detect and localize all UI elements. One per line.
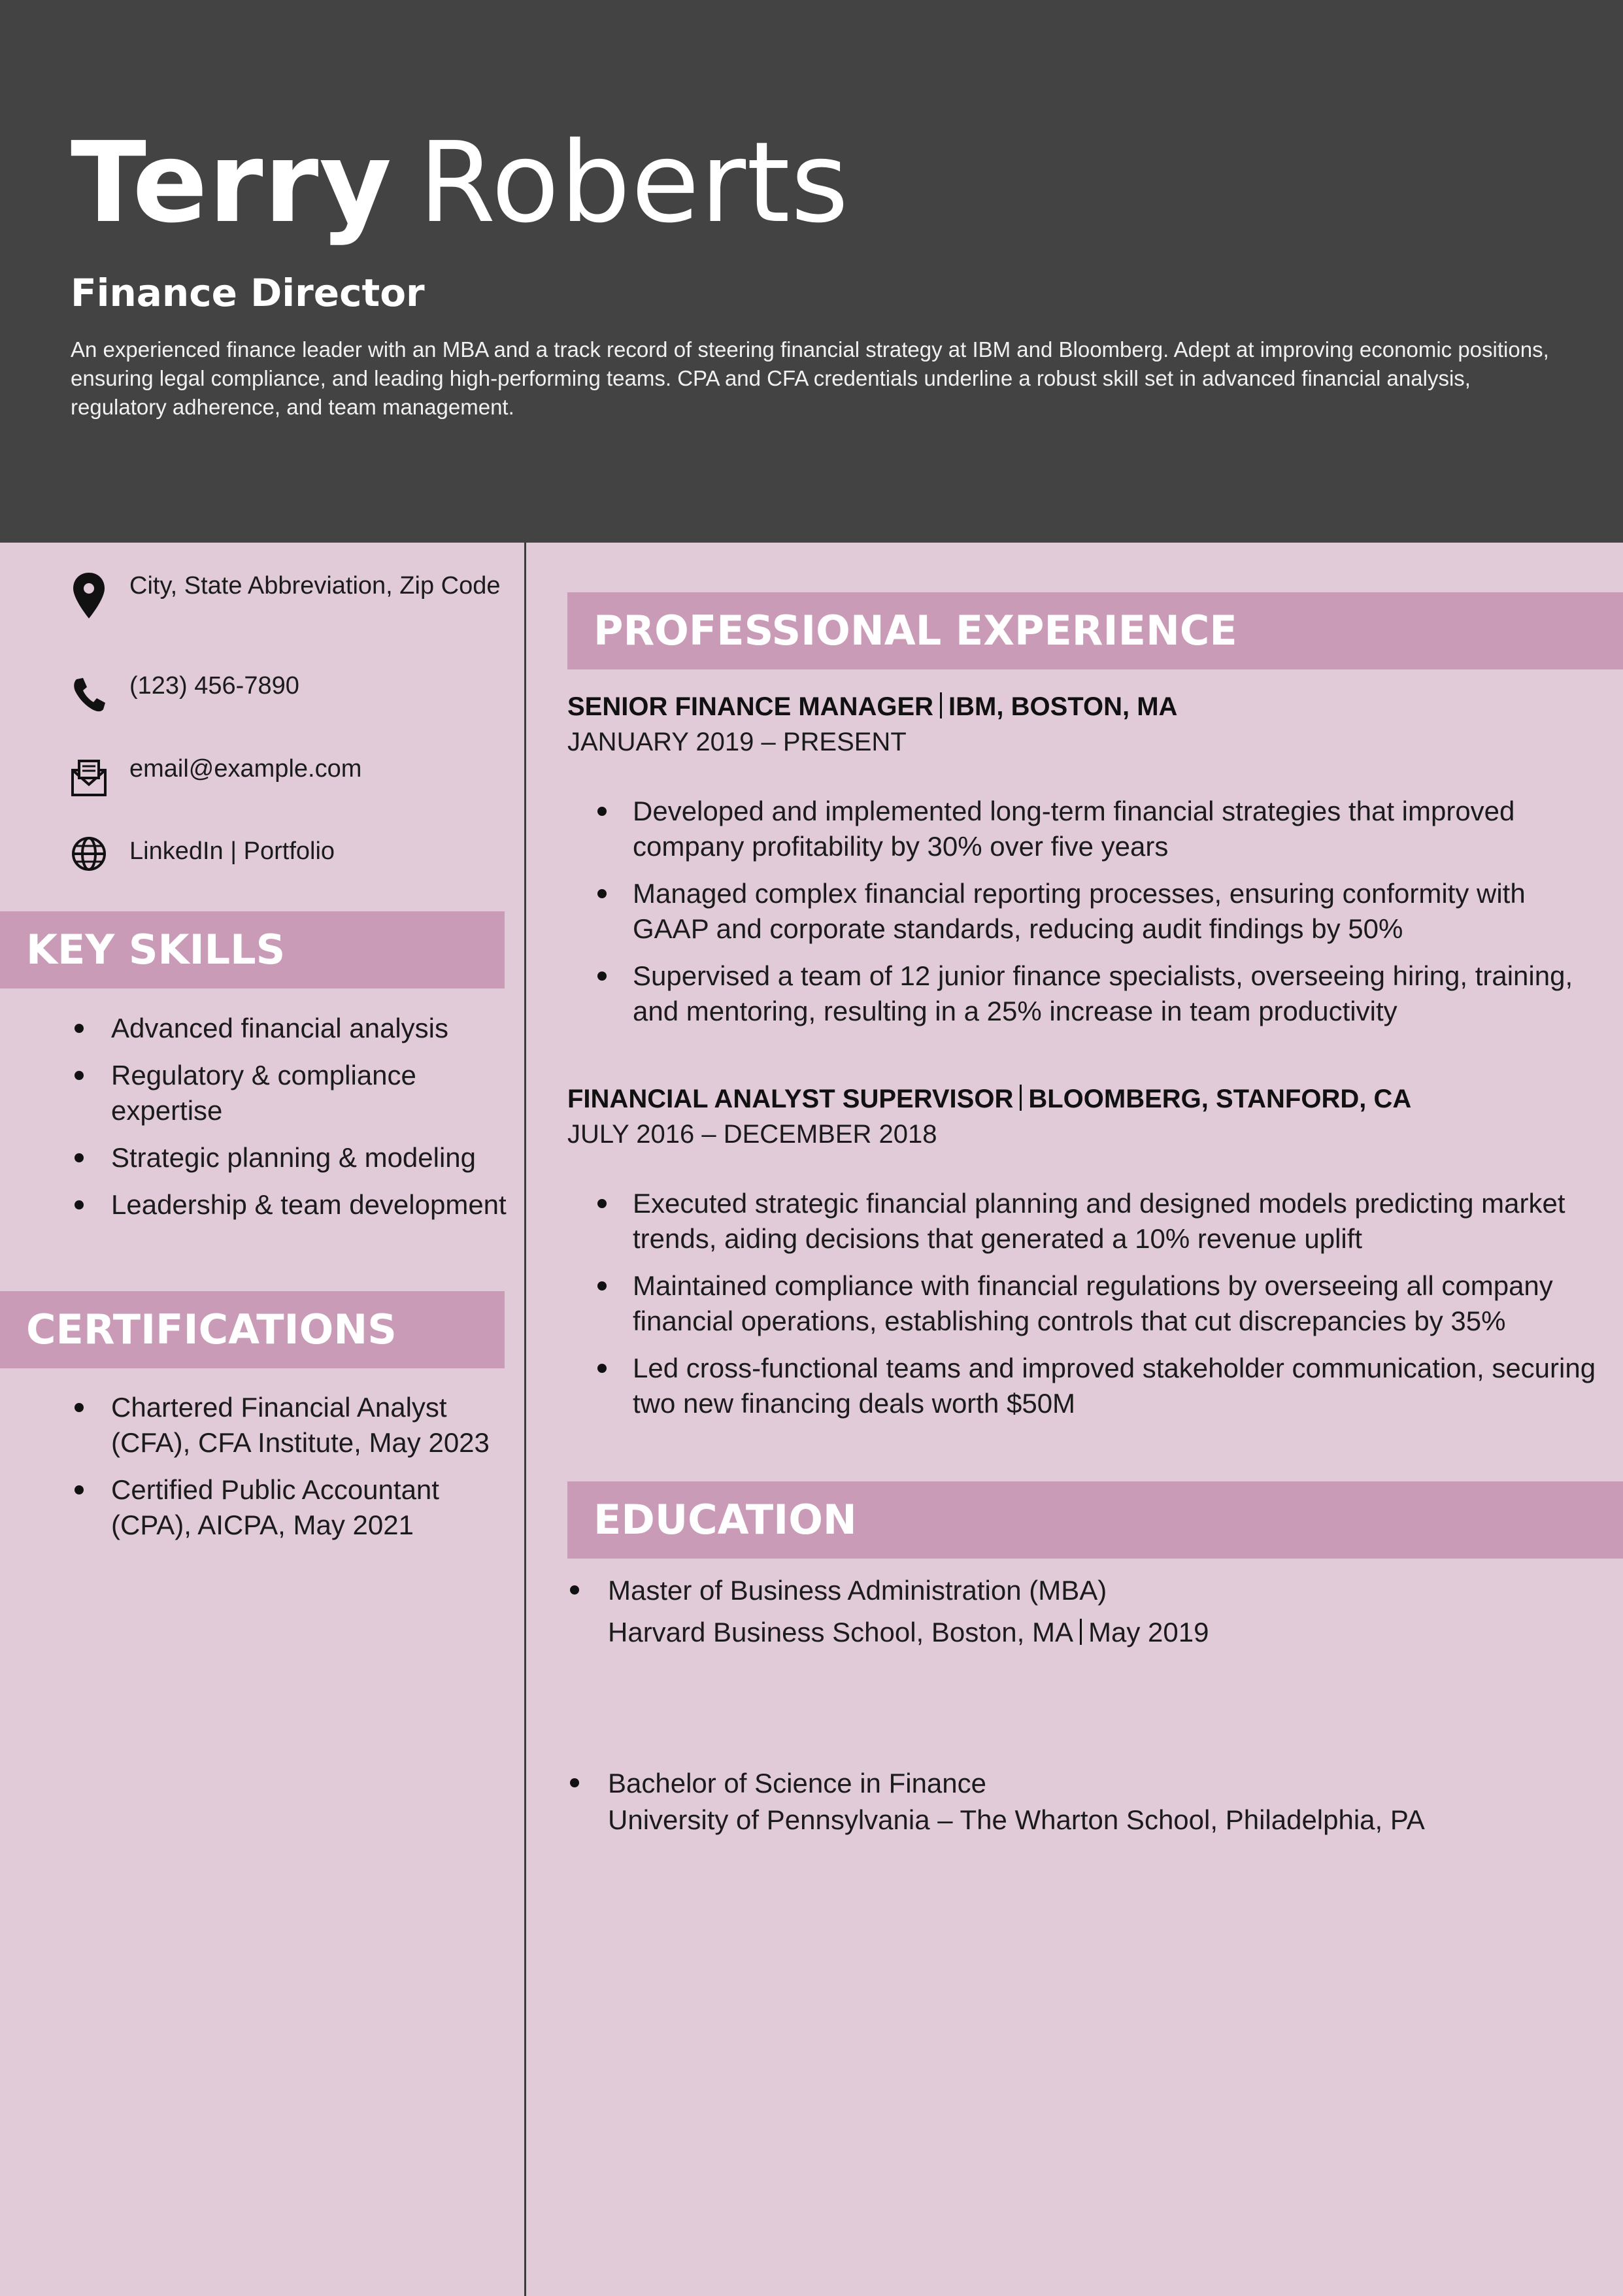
degree: Bachelor of Science in Finance (608, 1768, 986, 1798)
job-entry (567, 689, 1600, 1041)
separator (1080, 1619, 1082, 1645)
key-skills-list (71, 1011, 509, 1234)
first-name: Terry (71, 118, 393, 248)
candidate-name (71, 118, 849, 248)
certifications-list (71, 1390, 509, 1555)
education-item (567, 1765, 1600, 1838)
contact-location (69, 570, 513, 633)
job-bullets (567, 1186, 1600, 1421)
phone-text[interactable]: (123) 456-7890 (129, 672, 299, 700)
job-dates: JULY 2016 – DECEMBER 2018 (567, 1120, 937, 1149)
job-role: SENIOR FINANCE MANAGER (567, 692, 934, 721)
contact-email (69, 753, 513, 816)
list-item: Advanced financial analysis (71, 1011, 509, 1046)
list-item: Leadership & team development (71, 1187, 509, 1223)
list-item: Developed and implemented long-term financial strategies that improved company profitability by 30% over five years (633, 794, 1600, 864)
location-pin-icon (69, 570, 109, 622)
contact-phone (69, 670, 513, 733)
school-line (608, 1614, 1600, 1651)
separator (940, 692, 942, 718)
email-text[interactable]: email@example.com (129, 755, 362, 783)
phone-icon (69, 670, 109, 722)
graduation-date: May 2019 (1088, 1617, 1209, 1647)
job-role: FINANCIAL ANALYST SUPERVISOR (567, 1085, 1014, 1113)
column-divider (524, 543, 526, 2296)
job-dates: JANUARY 2019 – PRESENT (567, 728, 907, 756)
job-company: IBM, BOSTON, MA (948, 692, 1178, 721)
globe-icon (69, 836, 109, 888)
list-item: Regulatory & compliance expertise (71, 1058, 509, 1128)
links-text[interactable]: LinkedIn | Portfolio (129, 837, 335, 865)
last-name: Roberts (418, 118, 850, 248)
degree: Master of Business Administration (MBA) (608, 1575, 1107, 1606)
school: University of Pennsylvania – The Wharton School, Philadelphia, PA (608, 1804, 1425, 1835)
key-skills-heading: KEY SKILLS (0, 911, 505, 988)
resume-header (0, 0, 1623, 543)
separator (1020, 1085, 1022, 1111)
certifications-heading: CERTIFICATIONS (0, 1291, 505, 1368)
list-item: Strategic planning & modeling (71, 1140, 509, 1175)
profile-summary: An experienced finance leader with an MBA and a track record of steering financial strategy at IBM and Bloomberg. Adept at improving economic positions, ensuring legal compliance, and leading high-performing teams. CPA and CFA credentials underline a robust skill set in advanced financial analysis, regulatory adherence, and team management. (71, 337, 1549, 419)
education-heading: EDUCATION (567, 1481, 1623, 1559)
list-item: Certified Public Accountant (CPA), AICPA, May 2021 (71, 1472, 509, 1543)
job-header (567, 689, 1600, 724)
list-item: Managed complex financial reporting processes, ensuring conformity with GAAP and corporate standards, reducing audit findings by 50% (633, 876, 1600, 947)
job-bullets (567, 794, 1600, 1029)
location-text: City, State Abbreviation, Zip Code (129, 572, 501, 599)
list-item: Executed strategic financial planning and designed models predicting market trends, aiding decisions that generated a 10% revenue uplift (633, 1186, 1600, 1257)
school: Harvard Business School, Boston, MA (608, 1617, 1073, 1647)
job-company: BLOOMBERG, STANFORD, CA (1028, 1085, 1412, 1113)
experience-heading: PROFESSIONAL EXPERIENCE (567, 592, 1623, 669)
list-item: Led cross-functional teams and improved stakeholder communication, securing two new financing deals worth $50M (633, 1351, 1600, 1421)
list-item: Chartered Financial Analyst (CFA), CFA Institute, May 2023 (71, 1390, 509, 1460)
list-item: Maintained compliance with financial regulations by overseeing all company financial operations, establishing controls that cut discrepancies by 35% (633, 1268, 1600, 1339)
job-header (567, 1081, 1600, 1117)
job-entry (567, 1081, 1600, 1433)
education-list (567, 1572, 1600, 1838)
email-icon (69, 753, 109, 805)
job-title: Finance Director (71, 271, 425, 315)
list-item: Supervised a team of 12 junior finance specialists, overseeing hiring, training, and mentoring, resulting in a 25% increase in team productivity (633, 958, 1600, 1029)
education-item (567, 1572, 1600, 1651)
contact-links (69, 836, 513, 898)
